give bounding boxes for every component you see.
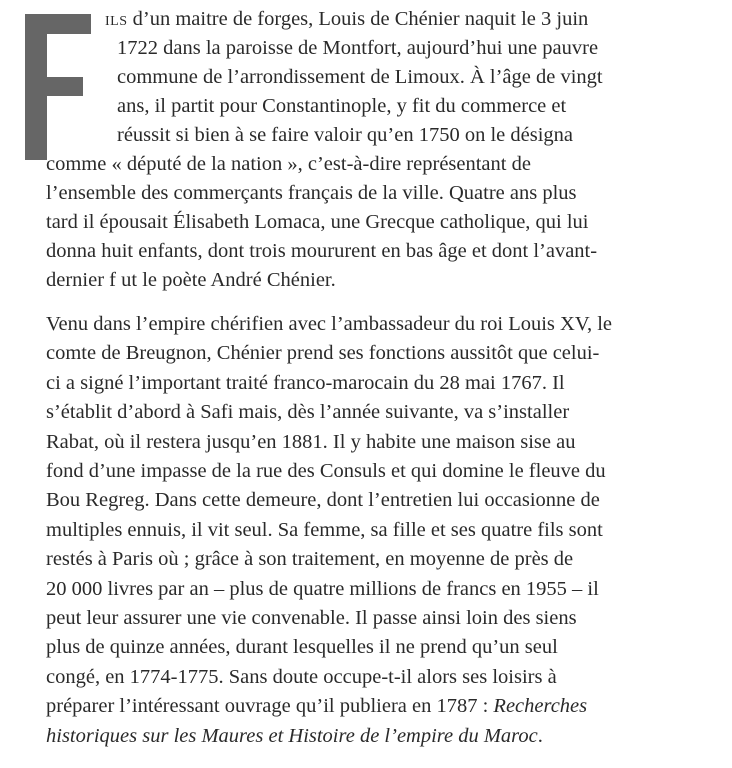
text-line xyxy=(46,722,543,751)
book-title-italic: historiques sur les Maures et Histoire de l’empire du Maroc xyxy=(46,724,538,747)
text-line xyxy=(46,428,575,457)
line-text: ci a signé l’important traité franco-marocain du 28 mai 1767. Il xyxy=(46,371,565,394)
line-text: fond d’une impasse de la rue des Consuls et qui domine le fleuve du xyxy=(46,460,606,482)
line-text: peut leur assurer une vie convenable. Il passe ainsi loin des siens xyxy=(46,607,577,629)
text-line xyxy=(46,604,577,633)
line-text: plus de quinze années, durant lesquelles il ne prend qu’un seul xyxy=(46,636,558,659)
text-line xyxy=(105,5,588,36)
text-line xyxy=(46,266,336,295)
text-line xyxy=(46,369,565,398)
line-text: 1722 dans la paroisse de Montfort, aujourd’hui une pauvre xyxy=(117,37,599,59)
line-text: Venu dans l’empire chérifien avec l’ambassadeur du roi Louis XV, le xyxy=(46,313,613,335)
text-line xyxy=(46,516,603,545)
text-line xyxy=(117,34,598,63)
line-text: tard il épousait Élisabeth Lomaca, une Grecque catholique, qui lui xyxy=(46,211,589,233)
line-text: comte de Breugnon, Chénier prend ses fonctions aussitôt que celui- xyxy=(46,342,600,365)
text-line xyxy=(117,92,566,121)
text-line xyxy=(46,633,558,662)
text-line xyxy=(46,339,599,368)
text-line xyxy=(46,179,577,208)
line-text: Bou Regreg. Dans cette demeure, dont l’entretien lui occasionne de xyxy=(46,489,600,512)
line-text: s’établit d’abord à Safi mais, dès l’année suivante, va s’installer xyxy=(46,401,570,424)
line-text: donna huit enfants, dont trois moururent en bas âge et dont l’avant- xyxy=(46,240,598,262)
final-period: . xyxy=(537,724,543,747)
line-text: Rabat, où il restera jusqu’en 1881. Il y habite une maison sise au xyxy=(46,430,576,453)
text-line xyxy=(46,310,612,339)
text-line xyxy=(46,208,589,237)
line-text: préparer l’intéressant ouvrage qu’il publiera en 1787 : xyxy=(46,695,494,718)
line-text: dernier f ut le poète André Chénier. xyxy=(46,269,336,291)
line-text: ans, il partit pour Constantinople, y fit du commerce et xyxy=(117,95,567,117)
line-text: multiples ennuis, il vit seul. Sa femme, sa fille et ses quatre fils sont xyxy=(46,518,603,541)
text-line xyxy=(46,398,569,427)
text-line xyxy=(117,63,603,92)
text-line xyxy=(46,457,606,486)
line-text: congé, en 1774-1775. Sans doute occupe-t-il alors ses loisirs à xyxy=(46,665,557,688)
text-line xyxy=(46,545,573,574)
text-line xyxy=(117,121,573,150)
line-text: 20 000 livres par an – plus de quatre millions de francs en 1955 – il xyxy=(46,577,599,600)
text-line xyxy=(46,663,557,692)
line-text: l’ensemble des commerçants français de la ville. Quatre ans plus xyxy=(46,182,577,204)
line-text: restés à Paris où ; grâce à son traitement, en moyenne de près de xyxy=(46,548,574,571)
text-line xyxy=(46,150,531,179)
line-text: d’un maitre de forges, Louis de Chénier naquit le 3 juin xyxy=(127,8,589,30)
line-text: commune de l’arrondissement de Limoux. À l’âge de vingt xyxy=(117,66,603,88)
text-line xyxy=(46,237,597,266)
line-text: comme « député de la nation », c’est-à-dire représentant de xyxy=(46,153,531,175)
line-text: réussit si bien à se faire valoir qu’en 1750 on le désigna xyxy=(117,124,573,146)
text-line xyxy=(46,486,600,515)
book-title-italic: Recherches xyxy=(493,695,588,718)
drop-cap-letter-f xyxy=(25,14,91,160)
text-line xyxy=(46,692,587,721)
text-line xyxy=(46,575,599,604)
small-caps-word: ILS xyxy=(105,14,128,29)
